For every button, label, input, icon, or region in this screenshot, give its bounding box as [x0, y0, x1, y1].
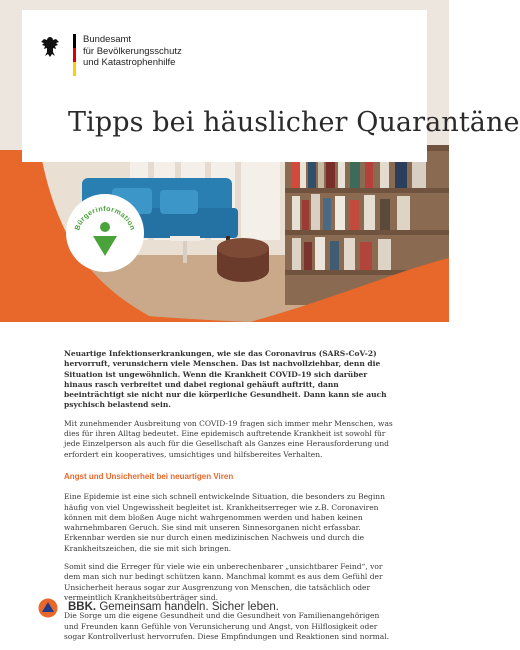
bbk-logo-icon — [38, 598, 58, 618]
buergerinformation-badge — [66, 194, 144, 272]
header-card — [22, 10, 520, 162]
hero-section — [0, 0, 520, 322]
paragraph: Mit zunehmender Ausbreitung von COVID-19 fragen sich immer mehr Menschen, was dies für ihren Alltag bedeutet. Eine epidemisch auftretende Krankheit ist sowohl für jede Einzelperson als auch für die Gesellschaft als Ganzes eine Herausforderung und erfordert ein kooperatives, umsichtiges und hilfsbereites Verhalten. — [64, 418, 393, 459]
paragraph: Eine Epidemie ist eine sich schnell entwickelnde Situation, die besonders zu Beginn häufig von viel Ungewissheit begleitet ist. Krankheitserreger wie z.B. Coronaviren können mit dem bloßen Auge nicht wahrgenommen werden und haben keinen wahrnehmbaren Geruch. Sie sind mit unseren Sinnesorganen nicht erfassbar. Erkennbar werden sie nur durch einen medizinischen Nachweis und durch die Krankheitszeichen, die sie mit sich bringen. — [64, 492, 385, 553]
org-line: Bundesamt — [83, 34, 132, 45]
page-title: Tipps bei häuslicher Quarantäne — [68, 107, 520, 138]
footer-slogan: Gemeinsam handeln. Sicher leben. — [99, 601, 279, 613]
footer-brand: BBK. — [68, 601, 97, 613]
organization-name — [83, 34, 303, 69]
intro-paragraph: Neuartige Infektionserkrankungen, wie sie das Coronavirus (SARS-CoV-2) hervorruft, verunsichern viele Menschen. Das ist nachvollziehbar, denn die Situation ist ungewöhnlich. Wenn die Krankheit COVID-19 sich darüber hinaus rasch verbreitet und dabei regional gehäuft auftritt, dann beeinträchtigt sie nicht nur die körperliche Gesundheit. Dann kann sie auch psychisch belastend sein. — [64, 349, 387, 410]
paragraph: Somit sind die Erreger für viele wie ein unberechenbarer „unsichtbarer Feind“, vor dem man sich nur bedingt schützen kann. Manchmal kommt es aus dem Gefühl der Unsicherheit heraus sogar zur Ausgrenzung von Menschen, die tatsächlich oder vermeintlich Krankheitsüberträger sind. — [64, 562, 383, 602]
german-flag-bar — [73, 34, 76, 76]
federal-eagle-icon — [40, 36, 60, 58]
info-person-icon — [93, 222, 117, 256]
section-heading: Angst und Unsicherheit bei neuartigen Viren — [64, 471, 234, 481]
badge-label: Bürgerinformation — [72, 203, 138, 232]
paragraph: Die Sorge um die eigene Gesundheit und die Gesundheit von Familienangehörigen und Freunden kann Gefühle von Verunsicherung und Angst, von Hilflosigkeit oder sogar Kontrollverlust hervorrufen. Diese Empfindungen und Reaktionen sind normal. — [64, 611, 389, 641]
org-line: für Bevölkerungsschutz — [83, 45, 182, 57]
org-line: und Katastrophenhilfe — [83, 57, 176, 68]
footer-claim — [68, 601, 279, 613]
